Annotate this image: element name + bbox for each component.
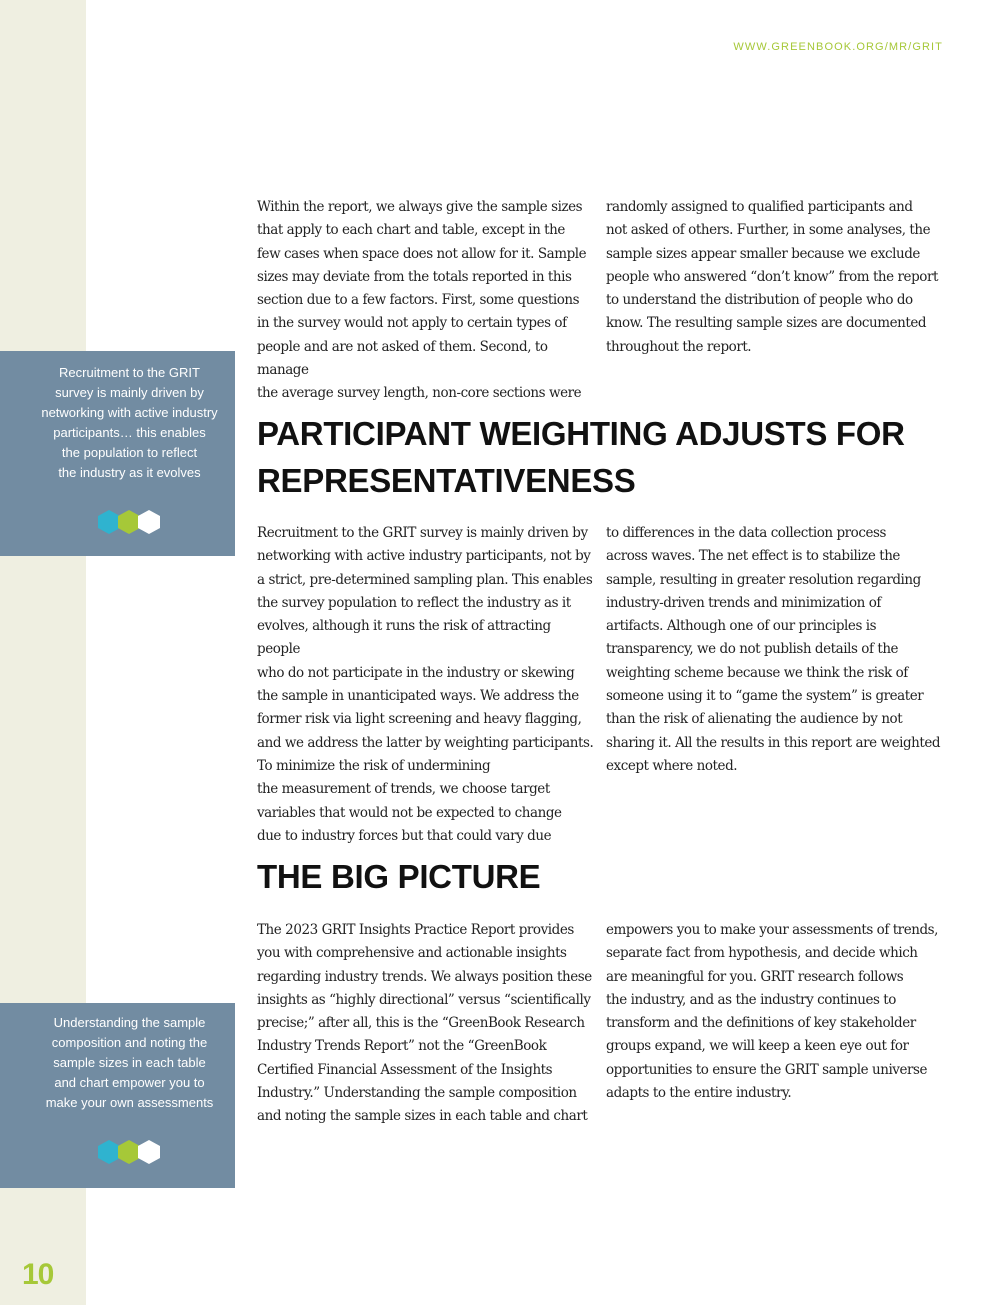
callout-text: Recruitment to the GRIT survey is mainly driven by networking with active industry participants… this enables the population to reflect the industry as it evolves xyxy=(41,365,218,480)
green-hexagon-icon xyxy=(118,510,140,534)
sidebar-callout-sample xyxy=(0,1003,235,1188)
green-hexagon-icon xyxy=(118,1140,140,1164)
sidebar-callout-recruitment xyxy=(0,351,235,556)
big-picture-left-column: The 2023 GRIT Insights Practice Report provides you with comprehensive and actionable insights regarding industry trends. We always position these insights as “highly directional” versus “scientifically precise;” after all, this is the “GreenBook Research Industry Trends Report” not the “GreenBook Certified Financial Assessment of the Insights Industry.” Understanding the sample composition and noting the sample sizes in each table and chart xyxy=(257,922,592,1125)
hexagon-cluster-icon xyxy=(98,1140,162,1164)
white-hexagon-icon xyxy=(138,1140,160,1164)
big-picture-heading: THE BIG PICTURE xyxy=(257,858,541,895)
intro-left-column: Within the report, we always give the sample sizes that apply to each chart and table, except in the few cases when space does not allow for it. Sample sizes may deviate from the totals reported in this section due to a few factors. First, some questions in the survey would not apply to certain types of people and are not asked of them. Second, to manage the average survey length, non-core sections were xyxy=(257,199,587,402)
cyan-hexagon-icon xyxy=(98,510,120,534)
big-picture-right-column: empowers you to make your assessments of trends, separate fact from hypothesis, and decide which are meaningful for you. GRIT research follows the industry, and as the industry continues to transform and the definitions of key stakeholder groups expand, we will keep a keen eye out for opportunities to ensure the GRIT sample universe adapts to the entire industry. xyxy=(606,922,938,1102)
weighting-right-column: to differences in the data collection process across waves. The net effect is to stabilize the sample, resulting in greater resolution regarding industry-driven trends and minimization of artifacts. Although one of our principles is transparency, we do not publish details of the weighting scheme because we think the risk of someone using it to “game the system” is greater than the risk of alienating the audience by not sharing it. All the results in this report are weighted except where noted. xyxy=(606,525,941,774)
weighting-heading: PARTICIPANT WEIGHTING ADJUSTS FOR REPRESENTATIVENESS xyxy=(257,415,905,499)
cyan-hexagon-icon xyxy=(98,1140,120,1164)
white-hexagon-icon xyxy=(138,510,160,534)
intro-right-column: randomly assigned to qualified participants and not asked of others. Further, in some analyses, the sample sizes appear smaller because we exclude people who answered “don’t know” from the report to understand the distribution of people who do know. The resulting sample sizes are documented throughout the report. xyxy=(606,199,938,355)
weighting-left-column: Recruitment to the GRIT survey is mainly driven by networking with active industry participants, not by a strict, pre-determined sampling plan. This enables the survey population to reflect the industry as it evolves, although it runs the risk of attracting people who do not participate in the industry or skewing the sample in unanticipated ways. We address the former risk via light screening and heavy flagging, and we address the latter by weighting participants. To minimize the risk of undermining the measurement of trends, we choose target variables that would not be expected to change due to industry forces but that could vary due xyxy=(257,525,594,844)
page-number: 10 xyxy=(22,1258,54,1291)
hexagon-cluster-icon xyxy=(98,510,162,534)
header-url: WWW.GREENBOOK.ORG/MR/GRIT xyxy=(733,41,943,53)
callout-text: Understanding the sample composition and noting the sample sizes in each table and chart empower you to make your own assessments xyxy=(45,1015,214,1110)
